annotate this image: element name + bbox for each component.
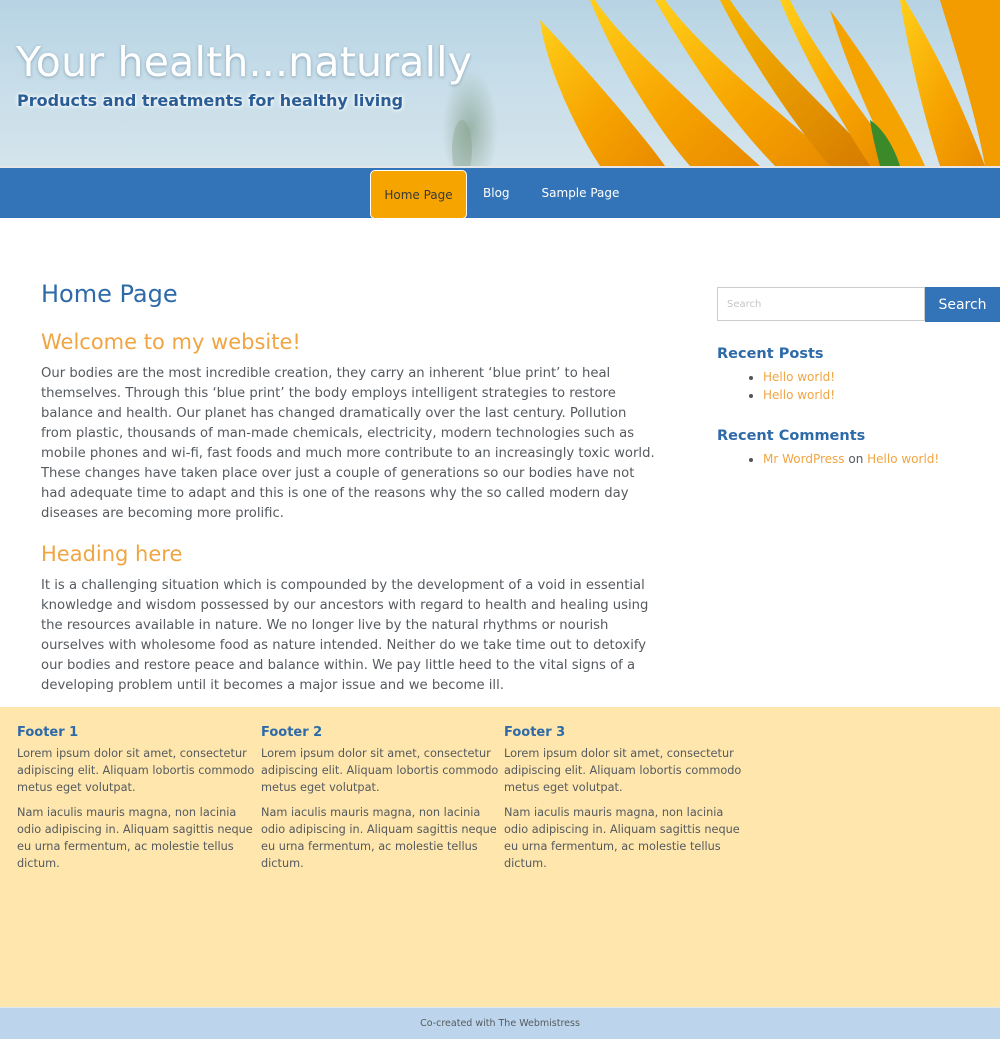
list-item <box>763 368 1000 386</box>
nav-item-sample-page[interactable]: Sample Page <box>541 186 620 200</box>
site-title[interactable]: Your health...naturally <box>16 38 473 86</box>
footer-title: Footer 2 <box>261 725 323 740</box>
recent-post-link[interactable]: Hello world! <box>763 388 836 402</box>
sidebar <box>717 287 1000 468</box>
footer-text: Lorem ipsum dolor sit amet, consectetur adipiscing elit. Aliquam lobortis commodo metus eget volutpat. <box>504 747 742 794</box>
comment-author-link[interactable]: Mr WordPress <box>763 452 845 466</box>
paragraph-second: It is a challenging situation which is compounded by the development of a void in essential knowledge and wisdom possessed by our ancestors with regard to health and healing using the resources available in nature. We no longer live by the natural rhythms or nourish ourselves with wholesome food as nature intended. Neither do we take time out to detoxify our bodies and restore peace and balance within. We pay little heed to the vital signs of a developing problem until it becomes a major issue and we become ill. <box>41 578 649 693</box>
main-content <box>41 280 661 714</box>
footer-title: Footer 3 <box>504 725 566 740</box>
footer-column-1 <box>17 725 255 880</box>
list-item <box>763 450 1000 468</box>
footer-text: Lorem ipsum dolor sit amet, consectetur adipiscing elit. Aliquam lobortis commodo metus eget volutpat. <box>261 747 499 794</box>
footer-widgets <box>0 707 1000 1007</box>
recent-post-link[interactable]: Hello world! <box>763 370 836 384</box>
site-tagline: Products and treatments for healthy living <box>17 91 404 110</box>
nav-menu <box>370 168 635 218</box>
site-header <box>0 0 1000 166</box>
footer-column-3 <box>504 725 742 880</box>
recent-comments-title: Recent Comments <box>717 428 866 444</box>
search-button[interactable]: Search <box>925 287 1000 322</box>
footer-text: Lorem ipsum dolor sit amet, consectetur adipiscing elit. Aliquam lobortis commodo metus eget volutpat. <box>17 747 255 794</box>
footer-title: Footer 1 <box>17 725 79 740</box>
site-info-bar <box>0 1007 1000 1039</box>
main-navigation <box>0 166 1000 218</box>
recent-posts-list <box>717 368 1000 404</box>
section-heading-welcome: Welcome to my website! <box>41 330 301 354</box>
comment-connector: on <box>848 452 864 466</box>
page-title: Home Page <box>41 280 178 308</box>
search-form <box>717 287 1000 322</box>
credit-text: Co-created with The Webmistress <box>420 1018 580 1029</box>
comment-post-link[interactable]: Hello world! <box>867 452 940 466</box>
nav-item-home-page[interactable]: Home Page <box>370 170 467 219</box>
footer-text: Nam iaculis mauris magna, non lacinia odio adipiscing in. Aliquam sagittis neque eu urna fermentum, ac molestie tellus dictum. <box>17 806 253 870</box>
search-input[interactable] <box>717 287 925 321</box>
nav-item-blog[interactable]: Blog <box>483 186 510 200</box>
recent-posts-title: Recent Posts <box>717 346 824 362</box>
section-heading-second: Heading here <box>41 542 183 566</box>
list-item <box>763 386 1000 404</box>
paragraph-intro: Our bodies are the most incredible creation, they carry an inherent ‘blue print’ to heal themselves. Through this ‘blue print’ the body employs intelligent strategies to restore balance and health. Our planet has changed dramatically over the last century. Pollution from plastic, thousands of man-made chemicals, electricity, modern technologies such as mobile phones and wi-fi, fast foods and much more contribute to an increasingly toxic world. These changes have taken place over just a couple of generations so our bodies have not had adequate time to adapt and this is one of the reasons why the so called modern day diseases are becoming more prolific. <box>41 366 655 521</box>
footer-text: Nam iaculis mauris magna, non lacinia odio adipiscing in. Aliquam sagittis neque eu urna fermentum, ac molestie tellus dictum. <box>261 806 497 870</box>
recent-comments-list <box>717 450 1000 468</box>
footer-text: Nam iaculis mauris magna, non lacinia odio adipiscing in. Aliquam sagittis neque eu urna fermentum, ac molestie tellus dictum. <box>504 806 740 870</box>
footer-column-2 <box>261 725 499 880</box>
